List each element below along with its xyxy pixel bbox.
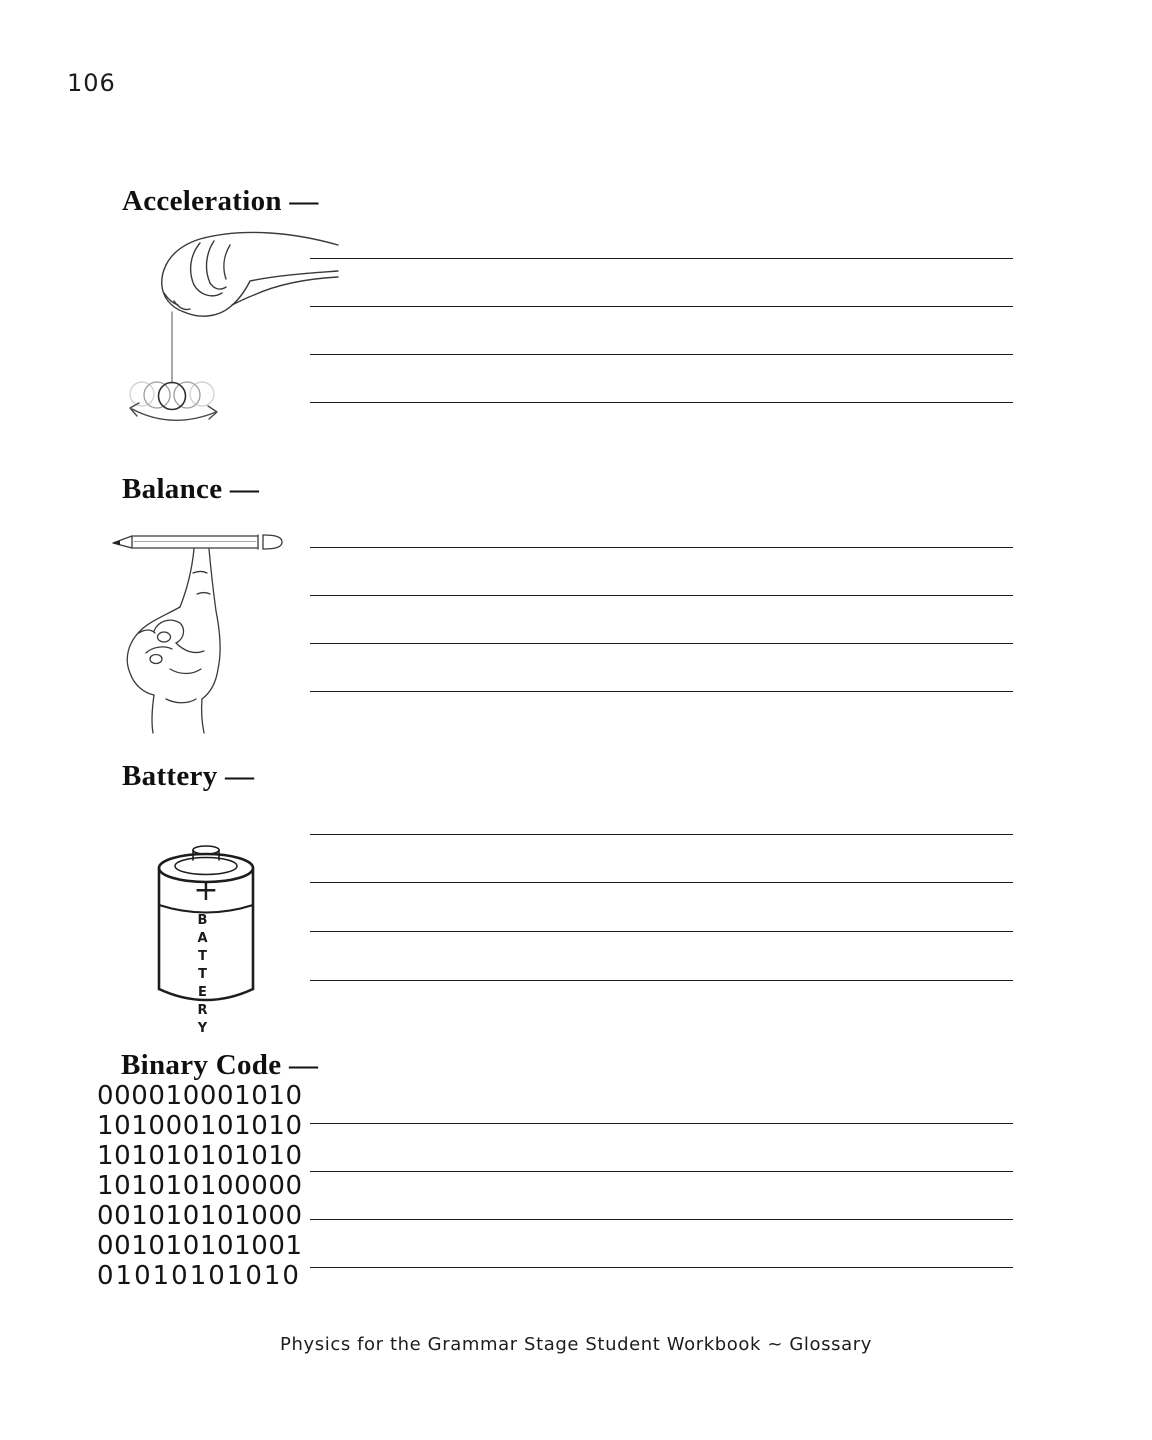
writing-line: [310, 402, 1013, 403]
term-heading-acceleration: Acceleration —: [122, 185, 319, 217]
writing-line: [310, 1171, 1013, 1172]
ghost-ball-icon: [174, 382, 200, 408]
binary-row: 001010101001: [97, 1231, 303, 1261]
battery-label: BATTERY: [195, 913, 210, 1039]
plus-symbol: +: [193, 873, 219, 908]
writing-line: [310, 1123, 1013, 1124]
writing-line: [310, 1267, 1013, 1268]
pencil-icon: [113, 536, 132, 548]
writing-line: [310, 306, 1013, 307]
fingernail: [150, 655, 162, 664]
swing-arrow-icon: [132, 409, 216, 420]
binary-row: 101010100000: [97, 1171, 303, 1201]
term-heading-battery: Battery —: [122, 760, 255, 792]
writing-line: [310, 931, 1013, 932]
page-footer: Physics for the Grammar Stage Student Workbook ~ Glossary: [280, 1334, 872, 1355]
writing-line: [310, 980, 1013, 981]
ghost-ball-icon: [130, 382, 154, 406]
writing-line: [310, 1219, 1013, 1220]
pendulum-hand-illustration: [126, 227, 340, 433]
binary-row: 001010101000: [97, 1201, 303, 1231]
writing-line: [310, 595, 1013, 596]
binary-row: 000010001010: [97, 1081, 303, 1111]
writing-line: [310, 258, 1013, 259]
binary-code-rows: [97, 1081, 303, 1291]
balanced-pencil-illustration: [106, 527, 296, 735]
writing-line: [310, 834, 1013, 835]
writing-line: [310, 882, 1013, 883]
binary-row: 101000101010: [97, 1111, 303, 1141]
writing-line: [310, 643, 1013, 644]
binary-row: 101010101010: [97, 1141, 303, 1171]
binary-row: 01010101010: [97, 1261, 301, 1291]
writing-line: [310, 691, 1013, 692]
ghost-ball-icon: [144, 382, 170, 408]
fingernail: [158, 632, 171, 642]
ghost-ball-icon: [190, 382, 214, 406]
pendulum-ball: [159, 383, 186, 410]
term-heading-balance: Balance —: [122, 473, 260, 505]
writing-line: [310, 354, 1013, 355]
writing-line: [310, 547, 1013, 548]
term-heading-binary-code: Binary Code —: [121, 1049, 319, 1081]
page-number: 106: [67, 69, 116, 97]
